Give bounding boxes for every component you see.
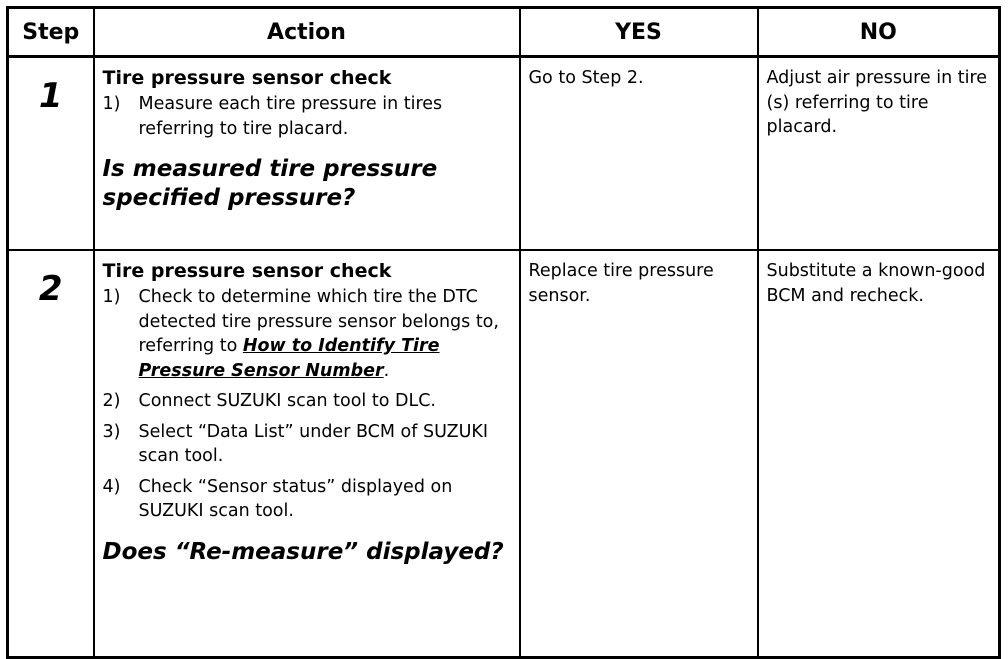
check-question: Is measured tire pressure specified pressure? <box>102 156 438 211</box>
item-number: 3) <box>102 421 121 442</box>
step-cell <box>8 250 94 658</box>
step-number: 2 <box>38 269 63 309</box>
header-row <box>8 8 1000 57</box>
item-text: Select “Data List” under BCM of SUZUKI scan tool. <box>138 421 489 466</box>
item-text: Check “Sensor status” displayed on SUZUKI scan tool. <box>138 476 453 521</box>
action-steps <box>103 92 511 141</box>
header-yes: YES <box>520 8 758 57</box>
table-row <box>8 57 1000 251</box>
item-number: 1) <box>102 94 121 114</box>
action-steps <box>103 285 511 524</box>
step-cell <box>8 57 94 251</box>
check-question: Does “Re-measure” displayed? <box>102 538 504 565</box>
list-item <box>103 420 511 469</box>
item-text: Connect SUZUKI scan tool to DLC. <box>138 391 436 411</box>
action-title: Tire pressure sensor check <box>102 260 392 282</box>
step-number: 1 <box>38 76 63 116</box>
reference-link[interactable]: How to Identify Tire Pressure Sensor Number <box>138 336 440 381</box>
list-item <box>103 389 511 414</box>
item-text-before: Check to determine which tire the DTC detected tire pressure sensor belongs to, referring to <box>138 287 499 356</box>
list-item <box>103 92 511 141</box>
action-cell <box>94 250 520 658</box>
header-action: Action <box>94 8 520 57</box>
item-text-after: . <box>383 360 390 381</box>
table-row <box>8 250 1000 658</box>
yes-cell: Replace tire pressure sensor. <box>520 250 758 658</box>
list-item <box>103 475 511 524</box>
item-number: 2) <box>102 391 121 411</box>
item-number: 4) <box>102 476 121 497</box>
header-no: NO <box>758 8 1000 57</box>
action-cell <box>94 57 520 251</box>
action-title: Tire pressure sensor check <box>102 67 392 89</box>
diagnostic-table <box>6 6 1001 659</box>
no-cell: Adjust air pressure in tire (s) referring to tire placard. <box>758 57 1000 251</box>
list-item <box>103 285 511 383</box>
no-cell: Substitute a known-good BCM and recheck. <box>758 250 1000 658</box>
item-text: Measure each tire pressure in tires referring to tire placard. <box>138 94 443 139</box>
header-step: Step <box>8 8 94 57</box>
item-text <box>139 285 511 383</box>
yes-cell: Go to Step 2. <box>520 57 758 251</box>
item-number: 1) <box>102 287 121 307</box>
